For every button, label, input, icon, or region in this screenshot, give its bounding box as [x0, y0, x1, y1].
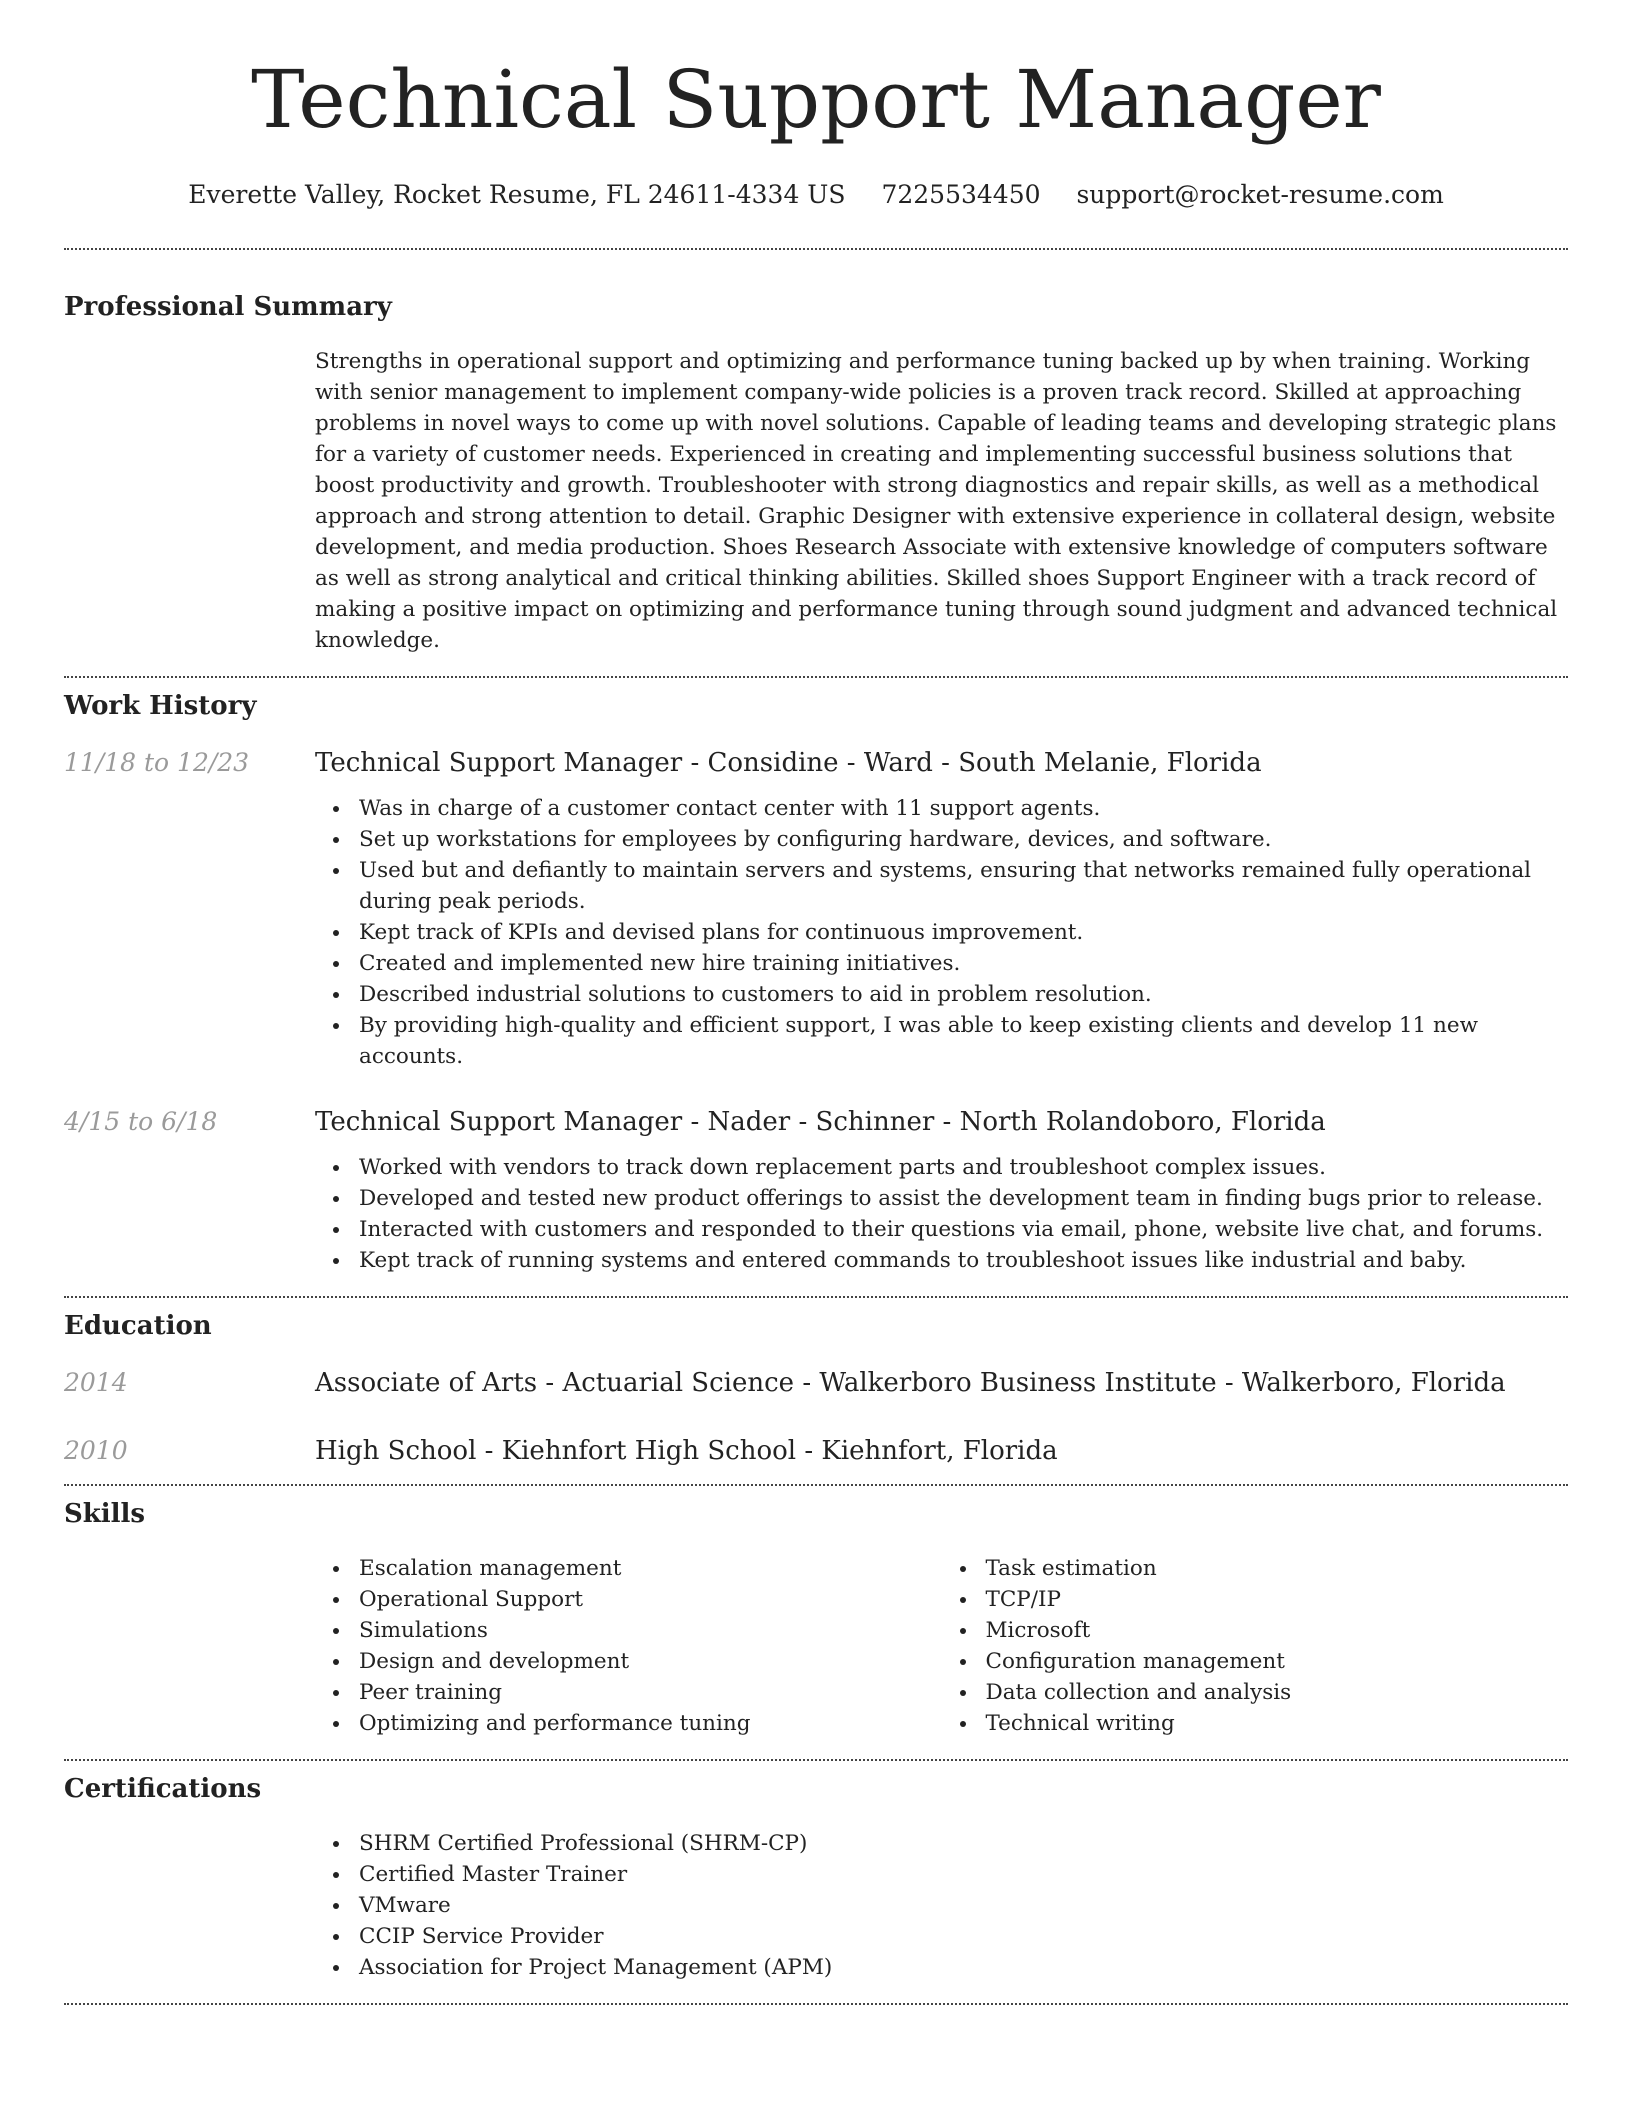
list-item: Design and development	[359, 1646, 942, 1677]
education-year: 2014	[64, 1368, 128, 1397]
skills-list	[315, 1553, 1568, 1759]
education-year: 2010	[64, 1436, 128, 1465]
education-detail: High School - Kiehnfort High School - Kiehnfort, Florida	[315, 1436, 1058, 1466]
list-item: Created and implemented new hire training initiatives.	[359, 948, 1568, 979]
list-item: Microsoft	[986, 1615, 1569, 1646]
skills-column-right	[942, 1553, 1569, 1739]
list-item: Association for Project Management (APM)	[359, 1952, 1568, 1983]
contact-phone: 7225534450	[881, 180, 1041, 209]
list-item: Configuration management	[986, 1646, 1569, 1677]
section-title-education: Education	[64, 1311, 212, 1341]
list-item: Developed and tested new product offerings to assist the development team in finding bugs prior to release.	[359, 1183, 1568, 1214]
contact-email: support@rocket-resume.com	[1076, 180, 1444, 209]
job-bullets	[315, 793, 1568, 1072]
list-item: Interacted with customers and responded to their questions via email, phone, website live chat, and forums.	[359, 1214, 1568, 1245]
section-title-certifications: Certifications	[64, 1774, 262, 1804]
education-entry	[64, 1434, 1568, 1484]
list-item: Was in charge of a customer contact center with 11 support agents.	[359, 793, 1568, 824]
summary-section	[64, 250, 1568, 676]
list-item: Simulations	[359, 1615, 942, 1646]
candidate-name: Technical Support Manager	[251, 53, 1381, 146]
job-entry	[64, 746, 1568, 1072]
list-item: TCP/IP	[986, 1584, 1569, 1615]
contact-address: Everette Valley, Rocket Resume, FL 24611-4334 US	[188, 180, 846, 209]
education-detail: Associate of Arts - Actuarial Science - Walkerboro Business Institute - Walkerboro, Florida	[315, 1368, 1506, 1398]
job-bullets	[315, 1152, 1568, 1276]
list-item: Set up workstations for employees by configuring hardware, devices, and software.	[359, 824, 1568, 855]
education-entry	[64, 1366, 1568, 1400]
list-item: Escalation management	[359, 1553, 942, 1584]
job-dates: 4/15 to 6/18	[64, 1107, 218, 1136]
resume-header	[64, 0, 1568, 212]
list-item: Kept track of running systems and entered commands to troubleshoot issues like industrial and baby.	[359, 1245, 1568, 1276]
work-history-section	[64, 678, 1568, 1296]
list-item: Described industrial solutions to customers to aid in problem resolution.	[359, 979, 1568, 1010]
section-divider	[64, 2003, 1568, 2005]
list-item: Technical writing	[986, 1708, 1569, 1739]
contact-line	[64, 178, 1568, 212]
list-item: Data collection and analysis	[986, 1677, 1569, 1708]
list-item: Operational Support	[359, 1584, 942, 1615]
job-title: Technical Support Manager - Considine - Ward - South Melanie, Florida	[315, 748, 1262, 778]
list-item: Peer training	[359, 1677, 942, 1708]
list-item: Kept track of KPIs and devised plans for continuous improvement.	[359, 917, 1568, 948]
list-item: CCIP Service Provider	[359, 1921, 1568, 1952]
list-item: VMware	[359, 1890, 1568, 1921]
list-item: SHRM Certified Professional (SHRM-CP)	[359, 1828, 1568, 1859]
list-item: Used but and defiantly to maintain servers and systems, ensuring that networks remained fully operational during peak periods.	[359, 855, 1568, 917]
skills-column-left	[315, 1553, 942, 1739]
summary-text: Strengths in operational support and optimizing and performance tuning backed up by when training. Working with senior management to implement company-wide policies is a proven track record. Skilled at approaching problems in novel ways to come up with novel solutions. Capable of leading teams and developing strategic plans for a variety of customer needs. Experienced in creating and implementing successful business solutions that boost productivity and growth. Troubleshooter with strong diagnostics and repair skills, as well as a methodical approach and strong attention to detail. Graphic Designer with extensive experience in collateral design, website development, and media production. Shoes Research Associate with extensive knowledge of computers software as well as strong analytical and critical thinking abilities. Skilled shoes Support Engineer with a track record of making a positive impact on optimizing and performance tuning through sound judgment and advanced technical knowledge.	[315, 349, 1558, 653]
job-entry	[64, 1105, 1568, 1296]
list-item: Task estimation	[986, 1553, 1569, 1584]
skills-section	[64, 1486, 1568, 1759]
education-section	[64, 1298, 1568, 1484]
certifications-list	[315, 1828, 1568, 1983]
certifications-section	[64, 1761, 1568, 2003]
section-title-skills: Skills	[64, 1499, 146, 1529]
list-item: Worked with vendors to track down replacement parts and troubleshoot complex issues.	[359, 1152, 1568, 1183]
list-item: By providing high-quality and efficient support, I was able to keep existing clients and develop 11 new accounts.	[359, 1010, 1568, 1072]
section-title-summary: Professional Summary	[64, 292, 392, 322]
section-title-work-history: Work History	[64, 691, 257, 721]
job-title: Technical Support Manager - Nader - Schinner - North Rolandoboro, Florida	[315, 1107, 1326, 1137]
list-item: Optimizing and performance tuning	[359, 1708, 942, 1739]
job-dates: 11/18 to 12/23	[64, 748, 250, 777]
list-item: Certified Master Trainer	[359, 1859, 1568, 1890]
